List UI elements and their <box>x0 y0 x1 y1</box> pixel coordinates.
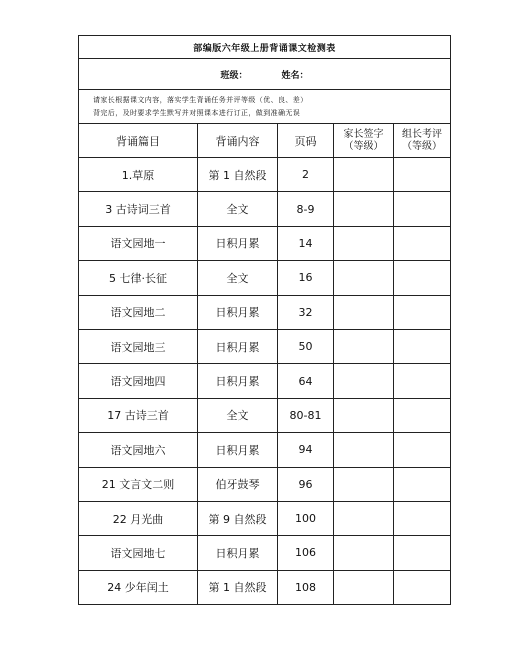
parent-signature-cell[interactable] <box>334 536 394 570</box>
row-title: 21 文言文二则 <box>79 467 198 501</box>
leader-review-cell[interactable] <box>394 501 451 535</box>
row-content: 全文 <box>198 261 278 295</box>
leader-review-cell[interactable] <box>394 329 451 363</box>
table-row <box>79 192 451 226</box>
row-content: 日积月累 <box>198 295 278 329</box>
row-page: 80-81 <box>278 398 334 432</box>
instruction-note <box>79 90 451 124</box>
parent-signature-cell[interactable] <box>334 570 394 604</box>
row-content: 伯牙鼓琴 <box>198 467 278 501</box>
row-title: 5 七律·长征 <box>79 261 198 295</box>
leader-review-cell[interactable] <box>394 433 451 467</box>
row-page: 94 <box>278 433 334 467</box>
row-page: 106 <box>278 536 334 570</box>
recitation-checklist-sheet <box>78 35 450 605</box>
header-leader-review: 组长考评（等级） <box>394 124 451 158</box>
row-content: 第 1 自然段 <box>198 158 278 192</box>
row-page: 108 <box>278 570 334 604</box>
info-row <box>79 59 451 90</box>
table-row <box>79 467 451 501</box>
parent-signature-cell[interactable] <box>334 226 394 260</box>
row-page: 100 <box>278 501 334 535</box>
row-page: 16 <box>278 261 334 295</box>
table-row <box>79 295 451 329</box>
table-row <box>79 329 451 363</box>
header-title: 背诵篇目 <box>79 124 198 158</box>
parent-signature-cell[interactable] <box>334 295 394 329</box>
leader-review-cell[interactable] <box>394 226 451 260</box>
title-row <box>79 36 451 59</box>
table-row <box>79 501 451 535</box>
leader-review-cell[interactable] <box>394 192 451 226</box>
leader-review-cell[interactable] <box>394 536 451 570</box>
row-page: 14 <box>278 226 334 260</box>
row-page: 32 <box>278 295 334 329</box>
header-content: 背诵内容 <box>198 124 278 158</box>
row-content: 日积月累 <box>198 433 278 467</box>
recitation-table <box>78 35 451 605</box>
parent-signature-cell[interactable] <box>334 501 394 535</box>
row-title: 22 月光曲 <box>79 501 198 535</box>
table-row <box>79 364 451 398</box>
parent-signature-cell[interactable] <box>334 192 394 226</box>
row-page: 8-9 <box>278 192 334 226</box>
parent-signature-cell[interactable] <box>334 158 394 192</box>
row-title: 语文园地六 <box>79 433 198 467</box>
leader-review-cell[interactable] <box>394 364 451 398</box>
row-content: 第 9 自然段 <box>198 501 278 535</box>
leader-review-cell[interactable] <box>394 158 451 192</box>
row-content: 日积月累 <box>198 329 278 363</box>
leader-review-cell[interactable] <box>394 398 451 432</box>
sheet-title: 部编版六年级上册背诵课文检测表 <box>79 36 451 59</box>
instruction-line-1: 请家长根据课文内容，落实学生背诵任务并评等级（优、良、差） <box>93 95 308 104</box>
row-title: 17 古诗三首 <box>79 398 198 432</box>
row-page: 50 <box>278 329 334 363</box>
row-title: 语文园地一 <box>79 226 198 260</box>
row-content: 全文 <box>198 192 278 226</box>
row-page: 64 <box>278 364 334 398</box>
parent-signature-cell[interactable] <box>334 433 394 467</box>
table-row <box>79 536 451 570</box>
row-title: 语文园地四 <box>79 364 198 398</box>
table-row <box>79 226 451 260</box>
leader-review-cell[interactable] <box>394 261 451 295</box>
class-label: 班级： <box>220 70 248 81</box>
table-row <box>79 398 451 432</box>
row-content: 第 1 自然段 <box>198 570 278 604</box>
parent-signature-cell[interactable] <box>334 261 394 295</box>
header-parent-signature: 家长签字（等级） <box>334 124 394 158</box>
row-title: 语文园地二 <box>79 295 198 329</box>
leader-review-cell[interactable] <box>394 570 451 604</box>
row-title: 3 古诗词三首 <box>79 192 198 226</box>
row-title: 语文园地七 <box>79 536 198 570</box>
table-row <box>79 261 451 295</box>
row-title: 语文园地三 <box>79 329 198 363</box>
parent-signature-cell[interactable] <box>334 329 394 363</box>
leader-review-cell[interactable] <box>394 295 451 329</box>
table-row <box>79 433 451 467</box>
instruction-line-2: 背完后，及时要求学生默写并对照课本进行订正，做到准确无误 <box>93 108 301 117</box>
table-row <box>79 570 451 604</box>
header-page: 页码 <box>278 124 334 158</box>
parent-signature-cell[interactable] <box>334 398 394 432</box>
row-content: 日积月累 <box>198 226 278 260</box>
parent-signature-cell[interactable] <box>334 467 394 501</box>
student-info <box>79 59 451 90</box>
row-page: 2 <box>278 158 334 192</box>
table-row <box>79 158 451 192</box>
row-title: 24 少年闰土 <box>79 570 198 604</box>
name-label: 姓名： <box>281 70 309 81</box>
instruction-row <box>79 90 451 124</box>
row-page: 96 <box>278 467 334 501</box>
row-content: 日积月累 <box>198 536 278 570</box>
row-content: 全文 <box>198 398 278 432</box>
row-title: 1.草原 <box>79 158 198 192</box>
leader-review-cell[interactable] <box>394 467 451 501</box>
parent-signature-cell[interactable] <box>334 364 394 398</box>
row-content: 日积月累 <box>198 364 278 398</box>
header-row <box>79 124 451 158</box>
